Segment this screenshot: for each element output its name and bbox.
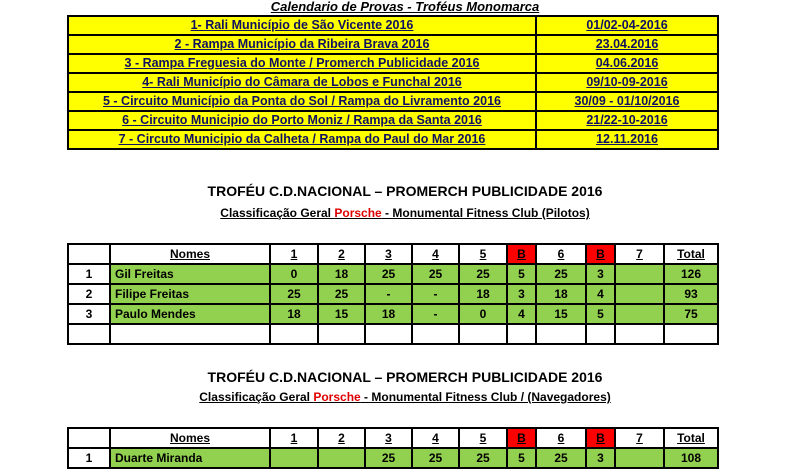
score-cell: 25: [536, 264, 586, 284]
section2-subtitle: [0, 390, 810, 404]
score-cell: 5: [586, 304, 615, 324]
section2-title: TROFÉU C.D.NACIONAL – PROMERCH PUBLICIDADE 2016: [207, 369, 603, 385]
position-cell: 1: [68, 264, 110, 284]
event-date: 12.11.2016: [536, 130, 718, 149]
event-date: 09/10-09-2016: [536, 73, 718, 92]
score-cell: [318, 448, 365, 468]
results-table-pilots: [67, 243, 719, 345]
column-header: [615, 244, 664, 264]
column-header: [507, 244, 536, 264]
score-cell: 0: [459, 304, 507, 324]
column-header: [507, 428, 536, 448]
empty-cell: [507, 324, 536, 344]
score-cell: 4: [507, 304, 536, 324]
score-cell: 18: [536, 284, 586, 304]
subtitle-text: Classificação Geral: [199, 390, 314, 404]
event-name: 4- Rali Município do Câmara de Lobos e Funchal 2016: [68, 73, 536, 92]
table-row: [68, 304, 718, 324]
column-header: [68, 428, 110, 448]
score-cell: 18: [459, 284, 507, 304]
results-table-navigators: [67, 427, 719, 469]
position-cell: 2: [68, 284, 110, 304]
column-header: [318, 244, 365, 264]
empty-cell: [615, 324, 664, 344]
score-cell: 25: [412, 448, 459, 468]
score-cell: 3: [586, 448, 615, 468]
score-cell: 5: [507, 448, 536, 468]
event-name: 5 - Circuito Município da Ponta do Sol / Rampa do Livramento 2016: [68, 92, 536, 111]
score-cell: 126: [664, 264, 718, 284]
header-label: 5: [479, 431, 487, 445]
header-label: 2: [338, 431, 345, 445]
event-date: 01/02-04-2016: [536, 16, 718, 35]
column-header: [615, 428, 664, 448]
score-cell: 15: [318, 304, 365, 324]
header-label: 7: [636, 431, 643, 445]
score-cell: 3: [586, 264, 615, 284]
score-cell: 25: [412, 264, 459, 284]
header-label: 2: [338, 247, 345, 261]
header-label: B: [596, 431, 605, 445]
header-label: 1: [290, 431, 298, 445]
score-cell: 3: [507, 284, 536, 304]
empty-cell: [536, 324, 586, 344]
score-cell: 25: [365, 264, 412, 284]
score-cell: 5: [507, 264, 536, 284]
score-cell: -: [412, 284, 459, 304]
subtitle-text-end: - Monumental Fitness Club / (Navegadores): [360, 390, 611, 404]
column-header: [412, 428, 459, 448]
event-date: 04.06.2016: [536, 54, 718, 73]
name-cell: Filipe Freitas: [110, 284, 270, 304]
event-date: 23.04.2016: [536, 35, 718, 54]
column-header: [318, 428, 365, 448]
header-label: 5: [479, 247, 487, 261]
header-label: Nomes: [169, 431, 210, 445]
score-cell: 75: [664, 304, 718, 324]
empty-cell: [365, 324, 412, 344]
section1-title: TROFÉU C.D.NACIONAL – PROMERCH PUBLICIDADE 2016: [207, 183, 603, 199]
column-header: [459, 244, 507, 264]
subtitle-text: Classificação Geral: [220, 206, 335, 220]
calendar-row: [68, 130, 718, 149]
column-header: [270, 428, 318, 448]
score-cell: [615, 304, 664, 324]
empty-cell: [270, 324, 318, 344]
table-row: [68, 284, 718, 304]
subtitle-text-end: - Monumental Fitness Club (Pilotos): [381, 206, 590, 220]
score-cell: [270, 448, 318, 468]
table-row: [68, 448, 718, 468]
calendar-row: [68, 35, 718, 54]
column-header: [270, 244, 318, 264]
score-cell: -: [365, 284, 412, 304]
header-label: 3: [385, 247, 392, 261]
header-label: B: [596, 247, 605, 261]
calendar-title: Calendario de Provas - Troféus Monomarca: [270, 0, 540, 14]
column-header: [586, 428, 615, 448]
column-header: [365, 428, 412, 448]
subtitle-brand: Porsche: [313, 390, 361, 404]
score-cell: 25: [536, 448, 586, 468]
score-cell: [615, 264, 664, 284]
event-name: 3 - Rampa Freguesia do Monte / Promerch Publicidade 2016: [68, 54, 536, 73]
column-header: [110, 428, 270, 448]
event-name: 7 - Circuto Municipio da Calheta / Rampa do Paul do Mar 2016: [68, 130, 536, 149]
event-name: 1- Rali Município de São Vicente 2016: [68, 16, 536, 35]
name-cell: Gil Freitas: [110, 264, 270, 284]
header-label: 6: [557, 431, 565, 445]
header-label: B: [517, 247, 526, 261]
table-row: [68, 264, 718, 284]
column-header: [365, 244, 412, 264]
header-row: [68, 428, 718, 448]
empty-cell: [586, 324, 615, 344]
score-cell: 18: [270, 304, 318, 324]
column-header: [664, 244, 718, 264]
score-cell: 4: [586, 284, 615, 304]
empty-cell: [412, 324, 459, 344]
header-label: 4: [432, 247, 439, 261]
score-cell: 93: [664, 284, 718, 304]
score-cell: 25: [318, 284, 365, 304]
event-name: 2 - Rampa Município da Ribeira Brava 2016: [68, 35, 536, 54]
header-label: B: [517, 431, 526, 445]
header-label: 1: [290, 247, 298, 261]
score-cell: [615, 448, 664, 468]
header-label: 7: [636, 247, 643, 261]
empty-cell: [110, 324, 270, 344]
column-header: [68, 244, 110, 264]
header-label: Total: [677, 247, 705, 261]
score-cell: 0: [270, 264, 318, 284]
empty-cell: [318, 324, 365, 344]
name-cell: Duarte Miranda: [110, 448, 270, 468]
column-header: [664, 428, 718, 448]
header-row: [68, 244, 718, 264]
header-label: 3: [385, 431, 392, 445]
calendar-row: [68, 92, 718, 111]
column-header: [536, 428, 586, 448]
empty-cell: [459, 324, 507, 344]
position-cell: 1: [68, 448, 110, 468]
section1-subtitle: [0, 206, 810, 220]
position-cell: 3: [68, 304, 110, 324]
empty-cell: [68, 324, 110, 344]
column-header: [536, 244, 586, 264]
empty-cell: [664, 324, 718, 344]
score-cell: 25: [365, 448, 412, 468]
score-cell: 25: [459, 448, 507, 468]
score-cell: 18: [318, 264, 365, 284]
column-header: [110, 244, 270, 264]
score-cell: 18: [365, 304, 412, 324]
header-label: 6: [557, 247, 565, 261]
event-name: 6 - Circuito Municipio do Porto Moniz / Rampa da Santa 2016: [68, 111, 536, 130]
event-date: 21/22-10-2016: [536, 111, 718, 130]
empty-row: [68, 324, 718, 344]
calendar-row: [68, 54, 718, 73]
score-cell: 108: [664, 448, 718, 468]
header-label: 4: [432, 431, 439, 445]
calendar-row: [68, 111, 718, 130]
score-cell: [615, 284, 664, 304]
column-header: [459, 428, 507, 448]
score-cell: 25: [459, 264, 507, 284]
subtitle-brand: Porsche: [334, 206, 382, 220]
header-label: Total: [677, 431, 705, 445]
column-header: [586, 244, 615, 264]
calendar-row: [68, 16, 718, 35]
score-cell: 25: [270, 284, 318, 304]
event-date: 30/09 - 01/10/2016: [536, 92, 718, 111]
score-cell: -: [412, 304, 459, 324]
score-cell: 15: [536, 304, 586, 324]
calendar-table: [67, 15, 719, 150]
calendar-row: [68, 73, 718, 92]
name-cell: Paulo Mendes: [110, 304, 270, 324]
header-label: Nomes: [169, 247, 210, 261]
column-header: [412, 244, 459, 264]
